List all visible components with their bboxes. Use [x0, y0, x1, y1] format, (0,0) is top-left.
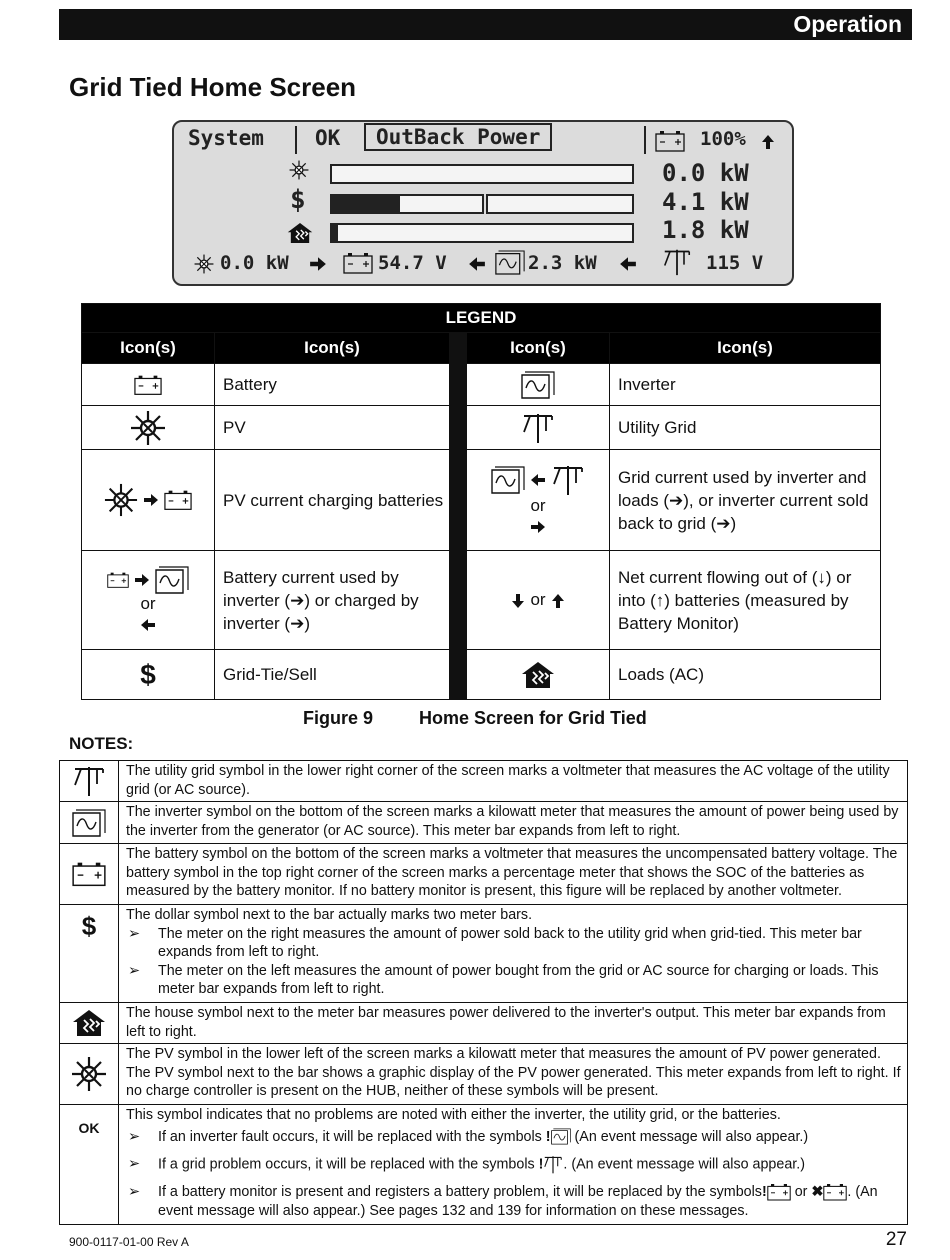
- lcd-brand: OutBack Power: [364, 123, 552, 151]
- pv-icon: [104, 483, 138, 517]
- pv-icon: [71, 1056, 107, 1092]
- legend-text: PV current charging batteries: [215, 450, 450, 551]
- lcd-load-bar-fill: [332, 225, 338, 241]
- lcd-home-screen: [172, 120, 794, 286]
- note-bullet-text: The meter on the right measures the amount of power sold back to the utility grid when grid-tied. This meter bar expands from left to right.: [158, 925, 862, 960]
- lcd-arrow-right-icon: [309, 255, 327, 273]
- lcd-pv-meter: 0.0 kW: [220, 252, 289, 274]
- legend-icon-cell: [467, 364, 610, 406]
- house-icon: [521, 661, 555, 689]
- figure-title: Home Screen for Grid Tied: [419, 708, 647, 728]
- note-bullet-text: If an inverter fault occurs, it will be replaced with the symbols: [158, 1128, 542, 1145]
- bullet-arrow-icon: ➢: [128, 1128, 140, 1145]
- legend-title: LEGEND: [82, 304, 881, 333]
- house-icon: [72, 1009, 106, 1037]
- arrow-down-icon: [510, 593, 526, 609]
- lcd-arrow-left-icon: [619, 255, 637, 273]
- lcd-status: OK: [315, 126, 341, 150]
- legend-col-header: Icon(s): [82, 333, 215, 364]
- legend-divider: [450, 333, 467, 700]
- arrow-up-icon: [550, 593, 566, 609]
- note-bullet-text: If a battery monitor is present and registers a battery problem, it will be replaced by the symbols: [158, 1184, 762, 1200]
- battery-icon: [72, 861, 106, 887]
- utility-grid-icon: [521, 412, 555, 444]
- legend-icon-cell: [82, 406, 215, 450]
- note-text: The battery symbol on the bottom of the screen marks a voltmeter that measures the uncompensated battery voltage. The battery symbol in the top right corner of the screen marks a percentage meter that shows the SOC of the batteries as measured by the battery monitor. If no battery monitor is present, this figure will be replaced by another voltmeter.: [119, 844, 908, 905]
- bullet-arrow-icon: ➢: [128, 1184, 140, 1200]
- bullet-arrow-icon: ➢: [128, 925, 140, 942]
- battery-icon: [767, 1183, 791, 1201]
- lcd-pv-meter-icon: [194, 254, 214, 274]
- lcd-divider: [644, 126, 646, 154]
- inverter-icon: [521, 371, 555, 399]
- legend-icon-cell: [82, 364, 215, 406]
- note-bullet: [126, 1128, 903, 1147]
- dollar-icon: $: [82, 650, 215, 700]
- arrow-left-icon: [140, 617, 156, 633]
- note-text: The inverter symbol on the bottom of the screen marks a kilowatt meter that measures the amount of power being used by the inverter from the generator (or AC source). This meter bar expands from left to right.: [119, 802, 908, 844]
- lcd-pv-icon: [289, 160, 309, 180]
- legend-or: or: [530, 496, 546, 515]
- legend-col-header: Icon(s): [467, 333, 610, 364]
- lcd-pv-kw: 0.0 kW: [662, 159, 749, 187]
- note-text: The house symbol next to the meter bar measures power delivered to the inverter's output. This meter bar expands from left to right.: [119, 1003, 908, 1044]
- lcd-battery-icon: [654, 130, 686, 152]
- lcd-soc: 100%: [700, 128, 746, 150]
- note-text: The dollar symbol next to the bar actually marks two meter bars.: [126, 907, 533, 923]
- inverter-icon: [491, 466, 525, 494]
- note-icon-cell: [60, 1003, 119, 1044]
- utility-grid-icon: [551, 464, 585, 496]
- lcd-batt-v: 54.7 V: [378, 252, 447, 274]
- lcd-load-icon: [287, 222, 313, 244]
- arrow-left-icon: [530, 472, 546, 488]
- note-bullet-text: (An event message will also appear.): [574, 1128, 809, 1145]
- note-icon-cell: [60, 761, 119, 802]
- bullet-arrow-icon: ➢: [128, 1156, 140, 1172]
- legend-text: Battery: [215, 364, 450, 406]
- note-bullet: [126, 962, 903, 999]
- lcd-grid-icon: [662, 248, 692, 276]
- legend-col-header: Icon(s): [215, 333, 450, 364]
- battery-icon: [823, 1183, 847, 1201]
- warning-icon: !: [545, 1128, 551, 1145]
- lcd-inv-kw: 2.3 kW: [528, 252, 597, 274]
- inverter-icon: [551, 1128, 571, 1145]
- warning-icon: !: [761, 1184, 767, 1200]
- lcd-load-bar: [330, 223, 634, 243]
- legend-table: [81, 303, 881, 700]
- lcd-divider: [295, 126, 297, 154]
- pv-icon: [130, 410, 166, 446]
- legend-text: Grid current used by inverter and loads (➔), or inverter current sold back to grid (➔): [610, 450, 881, 551]
- legend-text: Utility Grid: [610, 406, 881, 450]
- legend-icon-cell: [467, 551, 610, 650]
- note-bullet-text: or: [794, 1184, 808, 1200]
- legend-col-header: Icon(s): [610, 333, 881, 364]
- battery-icon: [134, 374, 162, 396]
- figure-caption: [303, 708, 647, 729]
- legend-text: Net current flowing out of (↓) or into (↑) batteries (measured by Battery Monitor): [610, 551, 881, 650]
- legend-icon-cell: [467, 406, 610, 450]
- battery-icon: [107, 571, 129, 589]
- ok-icon: OK: [60, 1105, 119, 1225]
- bullet-arrow-icon: ➢: [128, 962, 140, 979]
- lcd-buy-bar: [330, 194, 484, 214]
- battery-icon: [164, 489, 192, 511]
- legend-text: Grid-Tie/Sell: [215, 650, 450, 700]
- note-bullet: ➢ If a battery monitor is present and registers a battery problem, it will be replaced by the symbols! or ✖ . (An event message will also appear.) See pages 132 and 139 for information on these messages.: [128, 1184, 878, 1219]
- note-bullet-text: (An event message will also appear.) See pages 132 and 139 for information on these messages.: [158, 1184, 878, 1219]
- legend-icon-cell: [82, 551, 215, 650]
- note-bullet-text: The meter on the left measures the amount of power bought from the grid or AC source for charging or loads. This meter bar expands from left to right.: [158, 962, 879, 997]
- lcd-sell-kw: 4.1 kW: [662, 188, 749, 216]
- lcd-system-label: System: [188, 126, 264, 150]
- arrow-right-icon: [134, 572, 150, 588]
- note-bullet: [126, 1155, 903, 1174]
- arrow-right-icon: [143, 492, 159, 508]
- legend-icon-cell: [467, 650, 610, 700]
- lcd-buy-bar-fill: [332, 196, 400, 212]
- lcd-load-kw: 1.8 kW: [662, 216, 749, 244]
- note-cell: [119, 1105, 908, 1225]
- section-header: [59, 9, 912, 40]
- arrow-right-icon: [530, 519, 546, 535]
- note-text: The utility grid symbol in the lower right corner of the screen marks a voltmeter that measures the AC voltage of the utility grid (or AC source).: [119, 761, 908, 802]
- legend-icon-cell: [467, 450, 610, 551]
- legend-or: or: [530, 590, 546, 609]
- lcd-sell-bar: [486, 194, 634, 214]
- lcd-inverter-icon: [495, 250, 525, 275]
- figure-label: Figure 9: [303, 708, 374, 728]
- legend-text: PV: [215, 406, 450, 450]
- legend-or: or: [140, 594, 156, 613]
- legend-text: Loads (AC): [610, 650, 881, 700]
- lcd-pv-bar: [330, 164, 634, 184]
- inverter-icon: [72, 809, 106, 837]
- note-cell: [119, 905, 908, 1003]
- note-text: This symbol indicates that no problems are noted with either the inverter, the utility grid, or the batteries.: [126, 1107, 781, 1123]
- legend-text: Battery current used by inverter (➔) or charged by inverter (➔): [215, 551, 450, 650]
- notes-heading: NOTES:: [69, 734, 134, 753]
- lcd-up-arrow-icon: [760, 134, 776, 150]
- lcd-battery-meter-icon: [342, 252, 374, 274]
- notes-table: [59, 760, 908, 1225]
- page-title: Grid Tied Home Screen: [69, 72, 357, 102]
- legend-icon-cell: [82, 450, 215, 551]
- legend-text: Inverter: [610, 364, 881, 406]
- warning-icon: !: [538, 1156, 544, 1173]
- note-bullet: [126, 925, 903, 962]
- lcd-ac-v: 115 V: [706, 252, 764, 274]
- note-icon-cell: [60, 844, 119, 905]
- utility-grid-icon: [72, 765, 106, 797]
- page-number: 27: [885, 1229, 907, 1250]
- note-text: The PV symbol in the lower left of the screen marks a kilowatt meter that measures the amount of PV power generated. The PV symbol next to the bar shows a graphic display of the PV power generated. This meter expands from left to right. If no charge controller is present on the HUB, neither of these symbols will be present.: [119, 1044, 908, 1105]
- lcd-dollar-icon: $: [290, 185, 306, 215]
- inverter-icon: [155, 566, 189, 594]
- lcd-arrow-left-icon: [468, 255, 486, 273]
- note-bullet-text: If a grid problem occurs, it will be replaced with the symbols: [158, 1156, 535, 1173]
- note-bullet-text: . (An event message will also appear.): [563, 1156, 805, 1173]
- note-icon-cell: [60, 802, 119, 844]
- utility-grid-icon: [543, 1155, 563, 1174]
- dollar-icon: $: [60, 905, 119, 1003]
- note-icon-cell: [60, 1044, 119, 1105]
- section-title: Operation: [793, 11, 902, 37]
- error-x-icon: ✖: [811, 1184, 824, 1200]
- doc-id: 900-0117-01-00 Rev A: [69, 1235, 189, 1249]
